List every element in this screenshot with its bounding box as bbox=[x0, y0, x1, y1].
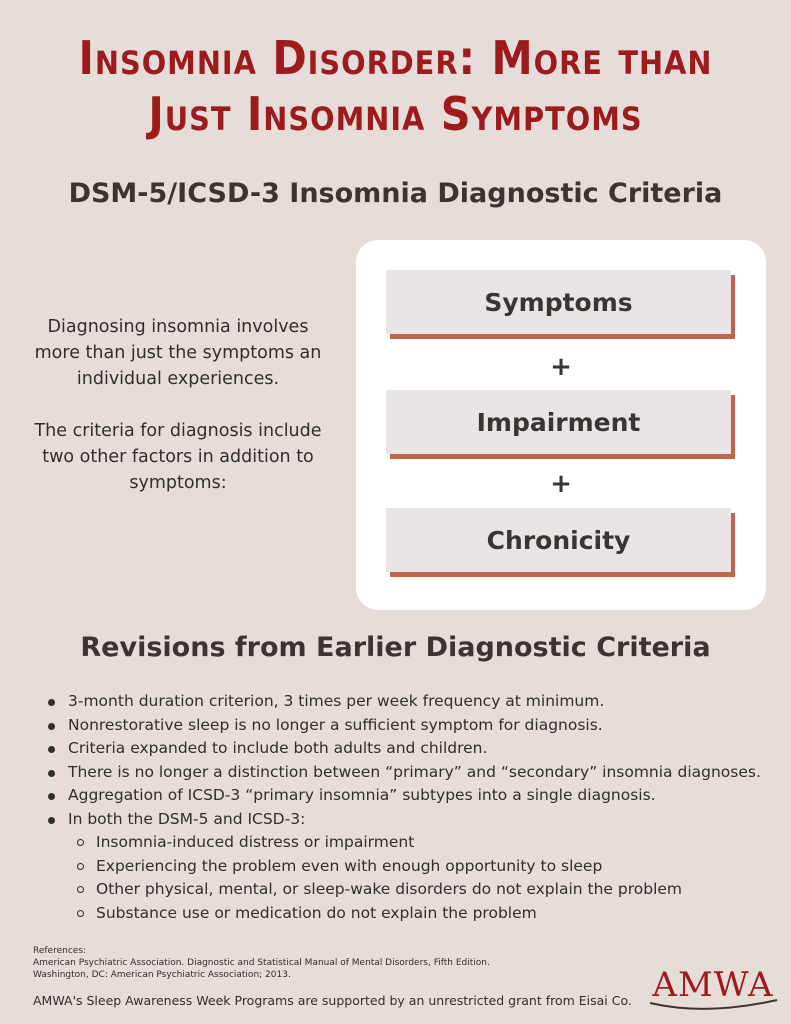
amwa-logo-text: AMWA bbox=[652, 965, 774, 1005]
references bbox=[33, 945, 593, 981]
revision-subitem: Other physical, mental, or sleep-wake disorders do not explain the problem bbox=[68, 878, 782, 902]
amwa-logo bbox=[646, 958, 781, 1016]
criterion-chronicity: Chronicity bbox=[386, 508, 731, 572]
revision-subitem: Substance use or medication do not explain the problem bbox=[68, 902, 782, 926]
revision-item: There is no longer a distinction between “primary” and “secondary” insomnia diagnoses. bbox=[42, 761, 782, 785]
reference-line-1: American Psychiatric Association. Diagnostic and Statistical Manual of Mental Disorders, Fifth Edition. bbox=[33, 958, 490, 968]
intro-paragraph-2: The criteria for diagnosis include two other factors in addition to symptoms: bbox=[34, 421, 322, 493]
references-heading: References: bbox=[33, 946, 87, 956]
revision-item-nested bbox=[42, 808, 782, 926]
intro-text bbox=[28, 314, 328, 522]
revision-item: 3-month duration criterion, 3 times per week frequency at minimum. bbox=[42, 690, 782, 714]
revision-item-label: In both the DSM-5 and ICSD-3: bbox=[68, 809, 306, 828]
title-line-1: Insomnia Disorder: More than bbox=[78, 31, 713, 85]
revision-subitem: Insomnia-induced distress or impairment bbox=[68, 831, 782, 855]
revision-item: Aggregation of ICSD-3 “primary insomnia” subtypes into a single diagnosis. bbox=[42, 784, 782, 808]
page-title bbox=[0, 30, 791, 142]
revision-sublist bbox=[68, 831, 782, 925]
revision-subitem: Experiencing the problem even with enough opportunity to sleep bbox=[68, 855, 782, 879]
revision-item: Nonrestorative sleep is no longer a sufficient symptom for diagnosis. bbox=[42, 714, 782, 738]
criterion-impairment: Impairment bbox=[386, 390, 731, 454]
plus-sign-2: + bbox=[550, 469, 572, 499]
reference-line-2: Washington, DC: American Psychiatric Association; 2013. bbox=[33, 970, 291, 980]
revisions-list bbox=[42, 690, 782, 925]
revisions-title: Revisions from Earlier Diagnostic Criteria bbox=[80, 632, 711, 663]
sponsor-footer: AMWA's Sleep Awareness Week Programs are supported by an unrestricted grant from Eisai Co. bbox=[33, 993, 632, 1008]
criteria-card bbox=[356, 240, 766, 610]
criterion-symptoms: Symptoms bbox=[386, 270, 731, 334]
plus-sign-1: + bbox=[550, 352, 572, 382]
revision-item: Criteria expanded to include both adults and children. bbox=[42, 737, 782, 761]
intro-paragraph-1: Diagnosing insomnia involves more than just the symptoms an individual experiences. bbox=[34, 317, 322, 389]
title-line-2: Just Insomnia Symptoms bbox=[148, 87, 643, 141]
page-subtitle: DSM-5/ICSD-3 Insomnia Diagnostic Criteria bbox=[68, 178, 723, 209]
